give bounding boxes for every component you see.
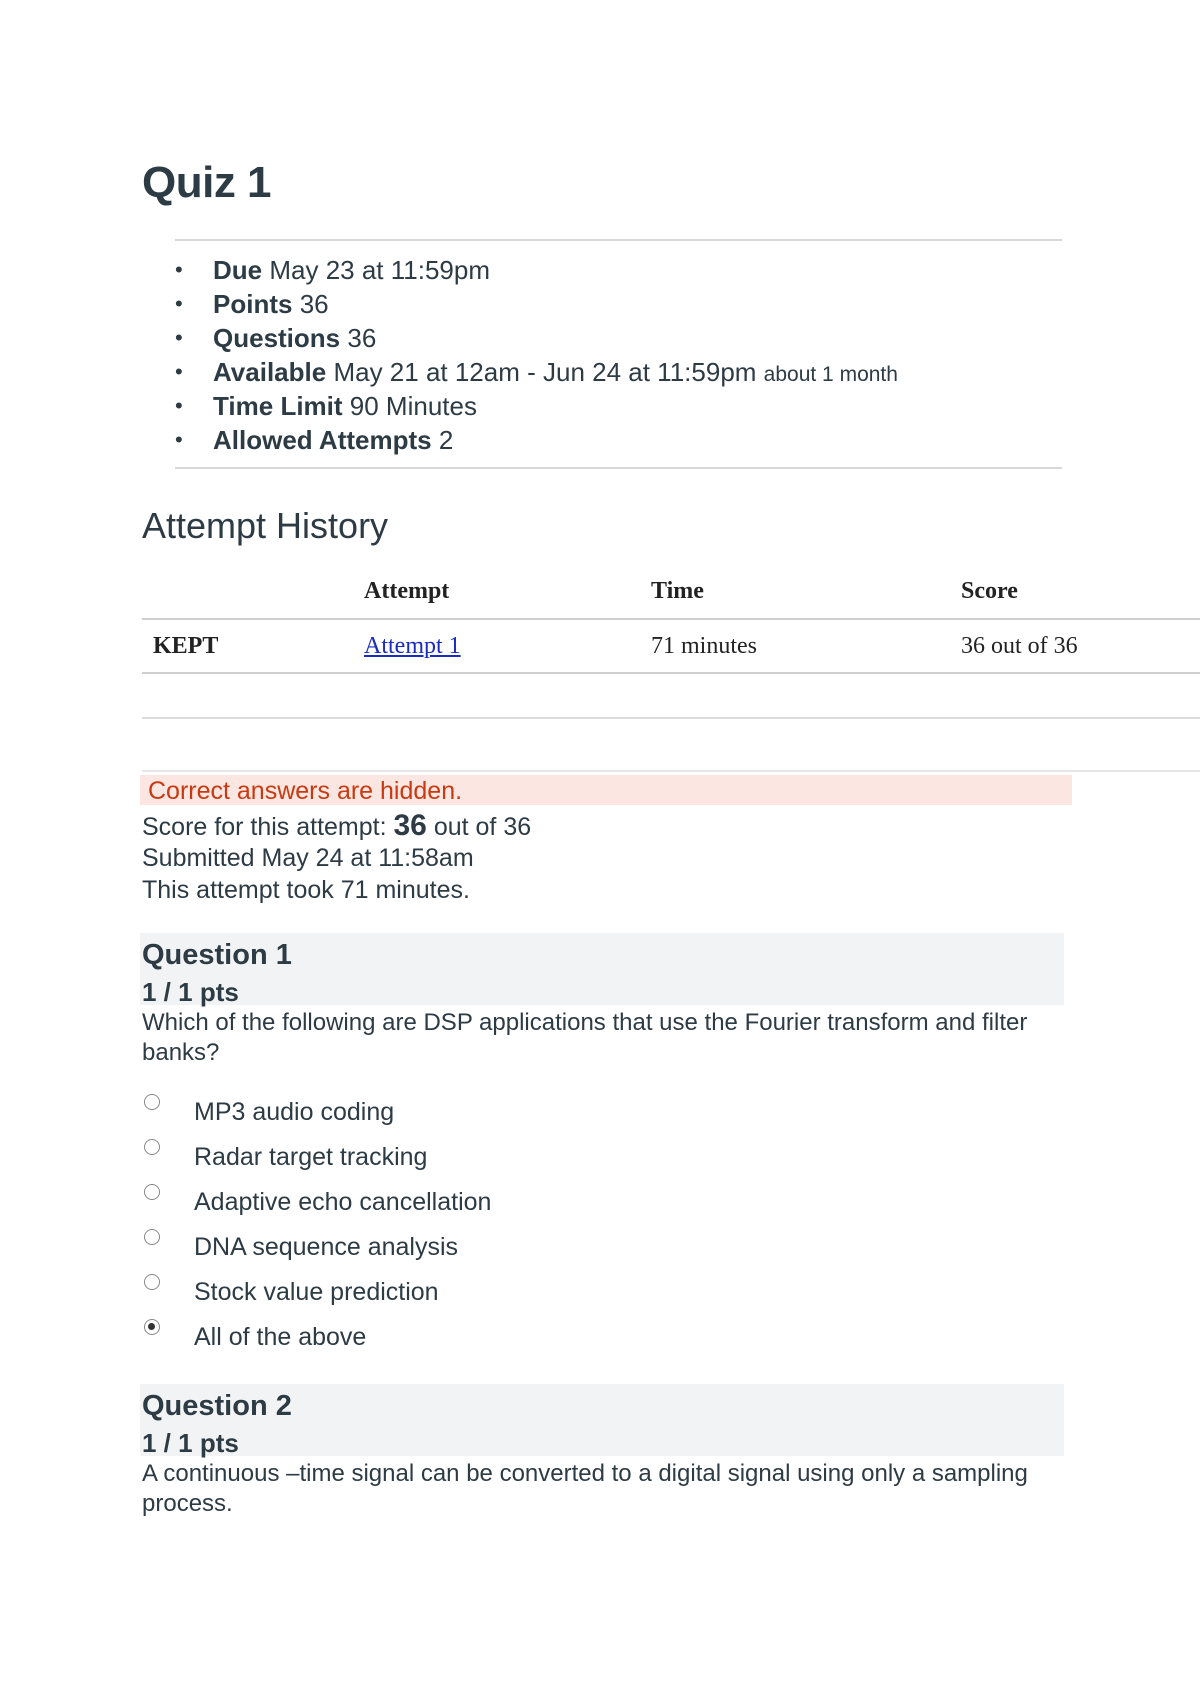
question-1-header bbox=[140, 933, 1064, 1005]
question-2-header bbox=[140, 1384, 1064, 1456]
attempt-summary bbox=[142, 810, 531, 906]
divider bbox=[175, 467, 1062, 469]
quiz-details bbox=[175, 253, 898, 457]
divider bbox=[175, 239, 1062, 241]
answer-label: Adaptive echo cancellation bbox=[194, 1188, 492, 1216]
detail-questions: • Questions 36 bbox=[175, 323, 377, 353]
attempt-time: 71 minutes bbox=[651, 633, 757, 659]
detail-allowed-attempts: • Allowed Attempts 2 bbox=[175, 425, 454, 455]
answer-label: MP3 audio coding bbox=[194, 1098, 395, 1126]
answer-label: Radar target tracking bbox=[194, 1143, 428, 1171]
question-title: Question 2 bbox=[142, 1390, 292, 1422]
duration-line: This attempt took 71 minutes. bbox=[142, 876, 470, 904]
attempt-score: 36 out of 36 bbox=[961, 633, 1078, 659]
answer-label: Stock value prediction bbox=[194, 1278, 439, 1306]
score-line: Score for this attempt: 36 out of 36 bbox=[142, 809, 532, 842]
question-title: Question 1 bbox=[142, 939, 292, 971]
divider bbox=[142, 770, 1200, 772]
table-row bbox=[142, 620, 1200, 674]
question-2-text: A continuous –time signal can be converted to a digital signal using only a sampling process. bbox=[142, 1460, 1028, 1517]
answer-label: All of the above bbox=[194, 1323, 367, 1351]
correct-answers-hidden-notice: Correct answers are hidden. bbox=[140, 775, 1072, 805]
question-points: 1 / 1 pts bbox=[142, 1428, 239, 1458]
attempt-history-title: Attempt History bbox=[142, 505, 389, 546]
available-duration: about 1 month bbox=[763, 363, 898, 386]
radio-button-selected[interactable] bbox=[144, 1319, 160, 1335]
divider bbox=[142, 717, 1200, 719]
page-title: Quiz 1 bbox=[142, 158, 272, 207]
kept-label: KEPT bbox=[153, 633, 219, 659]
radio-button[interactable] bbox=[144, 1274, 160, 1290]
detail-due: • Due May 23 at 11:59pm bbox=[175, 255, 491, 285]
attempt-history-table bbox=[142, 568, 1200, 674]
radio-button[interactable] bbox=[144, 1229, 160, 1245]
detail-available: • Available May 21 at 12am - Jun 24 at 11:59pm about 1 month bbox=[175, 357, 898, 387]
score-value: 36 bbox=[393, 809, 427, 842]
question-points: 1 / 1 pts bbox=[142, 977, 239, 1007]
column-header-score: Score bbox=[961, 578, 1018, 604]
attempt-1-link[interactable]: Attempt 1 bbox=[364, 633, 461, 659]
detail-time-limit: • Time Limit 90 Minutes bbox=[175, 391, 477, 421]
column-header-time: Time bbox=[651, 578, 704, 604]
radio-button[interactable] bbox=[144, 1139, 160, 1155]
radio-button[interactable] bbox=[144, 1184, 160, 1200]
radio-button[interactable] bbox=[144, 1094, 160, 1110]
submitted-line: Submitted May 24 at 11:58am bbox=[142, 844, 474, 872]
column-header-attempt: Attempt bbox=[364, 578, 450, 604]
answer-label: DNA sequence analysis bbox=[194, 1233, 459, 1261]
table-header bbox=[142, 568, 1200, 620]
detail-points: • Points 36 bbox=[175, 289, 329, 319]
question-1-text: Which of the following are DSP applications that use the Fourier transform and filter banks? bbox=[142, 1009, 1028, 1066]
